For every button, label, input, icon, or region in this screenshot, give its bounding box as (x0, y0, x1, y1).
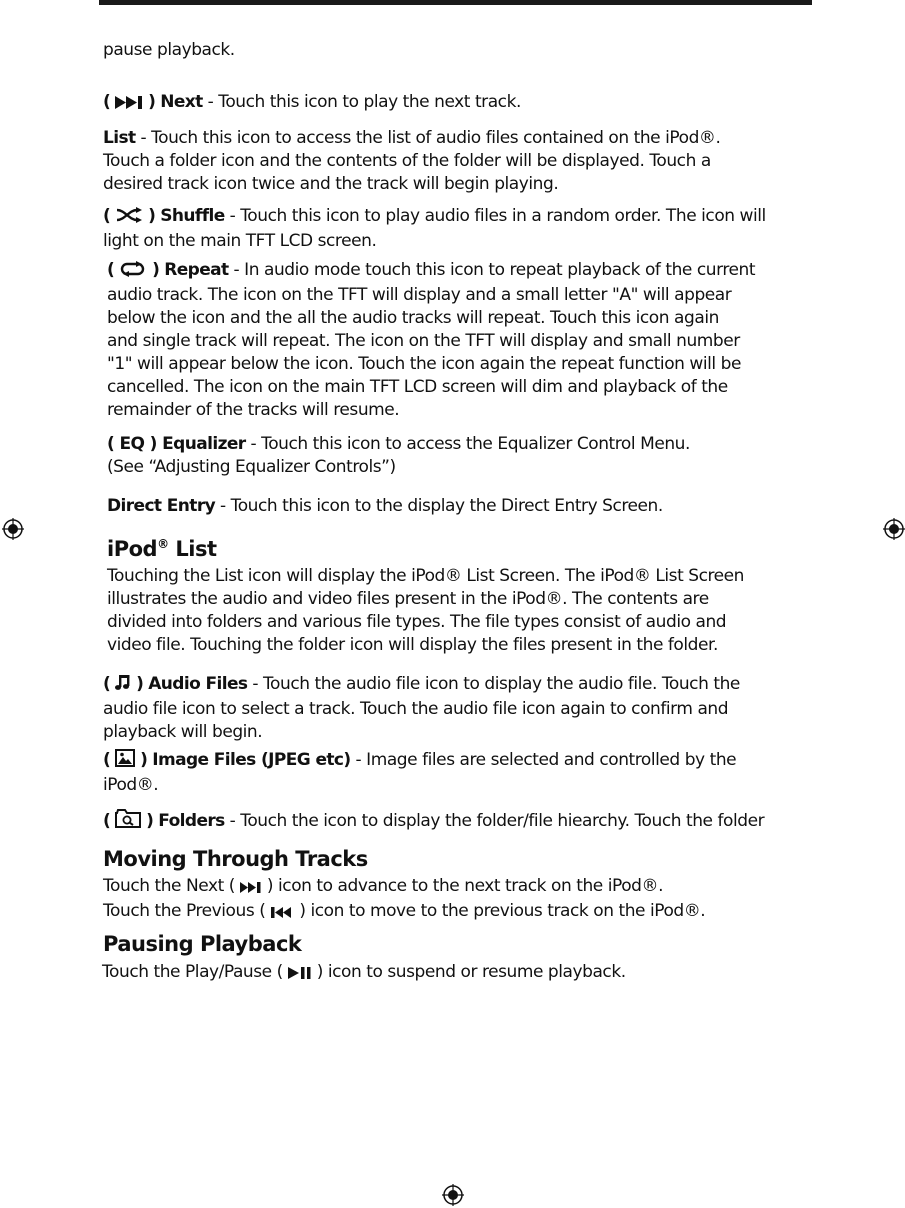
registration-mark-icon (2, 518, 24, 540)
registration-mark-icon (442, 1184, 464, 1206)
pausing-body: Touch the Play/Pause ( ) icon to suspend or resume playback. (102, 961, 626, 986)
next-entry: ( ) Next - Touch this icon to play the next track. (103, 91, 521, 116)
next-track-icon (115, 93, 143, 116)
list-entry: List - Touch this icon to access the list of audio files contained on the iPod®. Touch a folder icon and the contents of the folder will be displayed. Touch a desired track icon twice and the track will begin playing. (103, 128, 721, 194)
intro-text: pause playback. (103, 40, 235, 60)
ipod-list-body: Touching the List icon will display the iPod® List Screen. The iPod® List Screen illustrates the audio and video files present in the iPod®. The contents are divided into folders and various file types. The file types consist of audio and video file. Touching the folder icon will display the files present in the folder. (107, 566, 744, 655)
moving-body: Touch the Next ( ) icon to advance to the next track on the iPod®. Touch the Previous ( ) icon to move to the previous track on the iPod®. (103, 875, 705, 925)
top-rule (99, 0, 812, 5)
ipod-list-heading: iPod® List (107, 537, 217, 561)
repeat-entry: ( ) Repeat - In audio mode touch this icon to repeat playback of the current audio track. The icon on the TFT will display and a small letter "A" will appear below the icon and the all the audio tracks will repeat. Touch this icon again and single track will repeat. The icon on the TFT will display and small number "1" will appear below the icon. Touch the icon again the repeat function will be cancelled. The icon on the main TFT LCD screen will dim and playback of the remainder of the tracks will resume. (107, 260, 756, 420)
folder-icon (115, 809, 141, 835)
repeat-icon (119, 261, 147, 284)
music-note-icon (115, 674, 131, 698)
image-icon (115, 749, 135, 774)
equalizer-entry: ( EQ ) Equalizer - Touch this icon to access the Equalizer Control Menu. (See “Adjusting Equalizer Controls”) (107, 434, 690, 477)
registration-mark-icon (883, 518, 905, 540)
play-pause-icon (288, 963, 312, 986)
shuffle-entry: ( ) Shuffle - Touch this icon to play audio files in a random order. The icon will light on the main TFT LCD screen. (103, 206, 766, 251)
next-track-icon (240, 877, 262, 900)
next-label: Next (160, 92, 203, 112)
shuffle-icon (115, 207, 143, 230)
folders-entry: ( ) Folders - Touch the icon to display the folder/file hiearchy. Touch the folder (103, 809, 764, 835)
moving-heading: Moving Through Tracks (103, 847, 368, 871)
previous-track-icon (270, 902, 294, 925)
image-files-entry: ( ) Image Files (JPEG etc) - Image files are selected and controlled by the iPod®. (103, 750, 737, 795)
pausing-heading: Pausing Playback (103, 932, 302, 956)
direct-entry: Direct Entry - Touch this icon to the display the Direct Entry Screen. (107, 496, 663, 516)
audio-files-entry: ( ) Audio Files - Touch the audio file icon to display the audio file. Touch the audio file icon to select a track. Touch the audio file icon again to confirm and playback will begin. (103, 674, 740, 742)
